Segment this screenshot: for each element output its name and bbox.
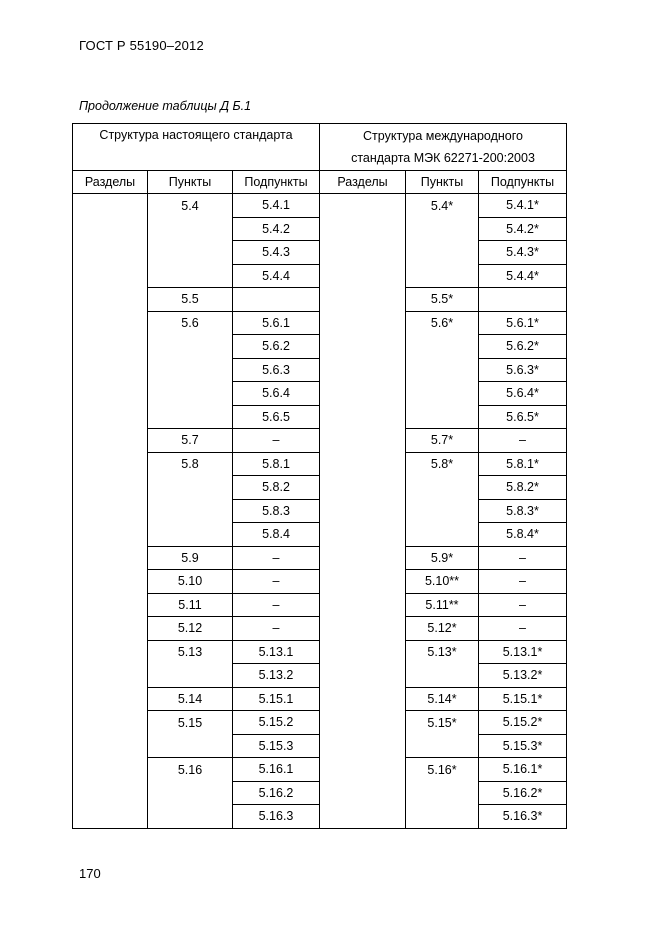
cell-iec-subclause: 5.6.5* (479, 405, 567, 429)
cell-subclause: 5.13.2 (233, 664, 320, 688)
cell-iec-section (320, 405, 406, 429)
document-code: ГОСТ Р 55190–2012 (79, 38, 204, 53)
cell-iec-clause: 5.4* (406, 194, 479, 218)
cell-subclause: 5.15.3 (233, 734, 320, 758)
cell-section (73, 593, 148, 617)
cell-clause (148, 664, 233, 688)
cell-subclause: 5.8.2 (233, 476, 320, 500)
cell-clause (148, 476, 233, 500)
cell-section (73, 640, 148, 664)
cell-iec-section (320, 382, 406, 406)
cell-iec-subclause: – (479, 546, 567, 570)
cell-iec-clause (406, 476, 479, 500)
cell-iec-clause (406, 405, 479, 429)
cell-iec-subclause (479, 288, 567, 312)
cell-subclause: 5.16.2 (233, 781, 320, 805)
cell-iec-section (320, 452, 406, 476)
cell-subclause: – (233, 546, 320, 570)
cell-iec-clause (406, 358, 479, 382)
cell-iec-subclause: 5.6.3* (479, 358, 567, 382)
col-header-clauses-right: Пункты (406, 171, 479, 194)
cell-iec-section (320, 358, 406, 382)
cell-iec-section (320, 335, 406, 359)
table-row (73, 405, 567, 429)
cell-subclause: – (233, 429, 320, 453)
cell-section (73, 429, 148, 453)
cell-iec-section (320, 194, 406, 218)
cell-clause (148, 335, 233, 359)
table-row (73, 335, 567, 359)
cell-clause (148, 781, 233, 805)
cell-clause: 5.5 (148, 288, 233, 312)
table-row (73, 664, 567, 688)
correspondence-table (72, 123, 567, 829)
cell-iec-clause: 5.16* (406, 758, 479, 782)
cell-iec-subclause: 5.4.2* (479, 217, 567, 241)
table-row (73, 429, 567, 453)
cell-subclause: 5.15.1 (233, 687, 320, 711)
cell-clause (148, 264, 233, 288)
cell-iec-subclause: 5.13.1* (479, 640, 567, 664)
cell-section (73, 194, 148, 218)
cell-iec-section (320, 664, 406, 688)
cell-iec-subclause: 5.15.2* (479, 711, 567, 735)
cell-iec-clause: 5.10** (406, 570, 479, 594)
cell-iec-subclause: 5.4.3* (479, 241, 567, 265)
cell-iec-section (320, 781, 406, 805)
table-row (73, 194, 567, 218)
cell-clause: 5.16 (148, 758, 233, 782)
table-row (73, 476, 567, 500)
cell-subclause: 5.4.1 (233, 194, 320, 218)
cell-iec-subclause: – (479, 593, 567, 617)
cell-subclause: 5.15.2 (233, 711, 320, 735)
cell-iec-clause (406, 805, 479, 829)
cell-iec-section (320, 429, 406, 453)
col-header-subclauses-left: Подпункты (233, 171, 320, 194)
table-row (73, 687, 567, 711)
cell-section (73, 264, 148, 288)
table-row (73, 217, 567, 241)
cell-iec-clause (406, 499, 479, 523)
cell-subclause: 5.16.1 (233, 758, 320, 782)
cell-section (73, 241, 148, 265)
cell-clause (148, 523, 233, 547)
table-row (73, 523, 567, 547)
table-row (73, 382, 567, 406)
table-row (73, 711, 567, 735)
cell-clause (148, 805, 233, 829)
cell-iec-clause: 5.9* (406, 546, 479, 570)
cell-iec-subclause: 5.16.2* (479, 781, 567, 805)
cell-iec-subclause: 5.15.1* (479, 687, 567, 711)
cell-iec-section (320, 241, 406, 265)
cell-subclause: 5.8.3 (233, 499, 320, 523)
group-header-iec-line1: Структура международного (363, 129, 523, 143)
table-row (73, 570, 567, 594)
cell-iec-clause (406, 781, 479, 805)
cell-iec-clause (406, 264, 479, 288)
cell-section (73, 758, 148, 782)
cell-subclause: 5.8.1 (233, 452, 320, 476)
cell-clause (148, 405, 233, 429)
cell-clause: 5.10 (148, 570, 233, 594)
table-row (73, 617, 567, 641)
cell-iec-section (320, 617, 406, 641)
cell-section (73, 382, 148, 406)
group-header-this-standard: Структура настоящего стандарта (73, 124, 320, 171)
cell-section (73, 687, 148, 711)
table-row (73, 288, 567, 312)
table-row (73, 734, 567, 758)
cell-subclause: 5.4.3 (233, 241, 320, 265)
cell-iec-section (320, 570, 406, 594)
cell-iec-section (320, 217, 406, 241)
table-row (73, 499, 567, 523)
cell-iec-section (320, 264, 406, 288)
table-row (73, 546, 567, 570)
cell-iec-subclause: 5.16.1* (479, 758, 567, 782)
cell-iec-section (320, 311, 406, 335)
cell-iec-section (320, 640, 406, 664)
cell-iec-subclause: 5.4.1* (479, 194, 567, 218)
group-header-iec-line2: стандарта МЭК 62271-200:2003 (351, 151, 535, 165)
cell-section (73, 617, 148, 641)
cell-clause (148, 358, 233, 382)
table-row (73, 758, 567, 782)
cell-section (73, 358, 148, 382)
cell-section (73, 570, 148, 594)
cell-iec-subclause: 5.4.4* (479, 264, 567, 288)
table-row (73, 781, 567, 805)
cell-iec-clause (406, 217, 479, 241)
cell-subclause: 5.6.5 (233, 405, 320, 429)
cell-section (73, 523, 148, 547)
cell-subclause: 5.16.3 (233, 805, 320, 829)
cell-iec-clause: 5.15* (406, 711, 479, 735)
table-body (73, 194, 567, 829)
cell-iec-clause (406, 734, 479, 758)
cell-clause: 5.8 (148, 452, 233, 476)
cell-subclause: – (233, 593, 320, 617)
cell-clause (148, 217, 233, 241)
cell-iec-clause (406, 664, 479, 688)
cell-iec-subclause: – (479, 429, 567, 453)
cell-iec-section (320, 546, 406, 570)
cell-subclause: 5.6.3 (233, 358, 320, 382)
cell-subclause: 5.6.4 (233, 382, 320, 406)
cell-subclause: 5.4.4 (233, 264, 320, 288)
col-header-subclauses-right: Подпункты (479, 171, 567, 194)
cell-section (73, 405, 148, 429)
table-row (73, 640, 567, 664)
cell-section (73, 781, 148, 805)
cell-iec-subclause: 5.6.1* (479, 311, 567, 335)
cell-subclause: 5.4.2 (233, 217, 320, 241)
cell-iec-clause (406, 382, 479, 406)
cell-clause: 5.14 (148, 687, 233, 711)
cell-section (73, 335, 148, 359)
cell-section (73, 734, 148, 758)
cell-clause: 5.7 (148, 429, 233, 453)
cell-iec-subclause: 5.8.2* (479, 476, 567, 500)
table-row (73, 311, 567, 335)
cell-clause (148, 734, 233, 758)
cell-section (73, 311, 148, 335)
cell-iec-section (320, 805, 406, 829)
table-row (73, 593, 567, 617)
cell-section (73, 499, 148, 523)
cell-iec-clause: 5.6* (406, 311, 479, 335)
col-header-clauses-left: Пункты (148, 171, 233, 194)
cell-iec-subclause: 5.6.2* (479, 335, 567, 359)
cell-subclause: 5.13.1 (233, 640, 320, 664)
cell-iec-section (320, 593, 406, 617)
cell-iec-clause: 5.12* (406, 617, 479, 641)
cell-clause (148, 499, 233, 523)
table-row (73, 452, 567, 476)
cell-iec-section (320, 687, 406, 711)
cell-iec-subclause: 5.8.4* (479, 523, 567, 547)
cell-subclause: – (233, 617, 320, 641)
table-row (73, 358, 567, 382)
cell-clause: 5.13 (148, 640, 233, 664)
cell-iec-clause: 5.14* (406, 687, 479, 711)
cell-iec-subclause: 5.6.4* (479, 382, 567, 406)
table-caption: Продолжение таблицы Д Б.1 (79, 99, 252, 113)
cell-subclause: 5.6.1 (233, 311, 320, 335)
cell-iec-clause (406, 241, 479, 265)
cell-iec-clause: 5.11** (406, 593, 479, 617)
cell-section (73, 476, 148, 500)
cell-iec-clause: 5.13* (406, 640, 479, 664)
cell-clause (148, 382, 233, 406)
cell-section (73, 805, 148, 829)
page-number: 170 (79, 866, 101, 881)
col-header-sections-right: Разделы (320, 171, 406, 194)
group-header-iec-standard (320, 124, 567, 171)
cell-subclause: – (233, 570, 320, 594)
cell-section (73, 711, 148, 735)
cell-iec-subclause: 5.13.2* (479, 664, 567, 688)
cell-iec-clause (406, 523, 479, 547)
cell-iec-section (320, 523, 406, 547)
cell-subclause: 5.6.2 (233, 335, 320, 359)
cell-clause (148, 241, 233, 265)
cell-iec-clause: 5.8* (406, 452, 479, 476)
cell-clause: 5.9 (148, 546, 233, 570)
cell-iec-section (320, 499, 406, 523)
cell-iec-section (320, 734, 406, 758)
cell-section (73, 664, 148, 688)
cell-clause: 5.15 (148, 711, 233, 735)
table-row (73, 805, 567, 829)
cell-clause: 5.4 (148, 194, 233, 218)
cell-section (73, 288, 148, 312)
cell-iec-clause: 5.7* (406, 429, 479, 453)
cell-iec-subclause: – (479, 570, 567, 594)
cell-subclause (233, 288, 320, 312)
cell-iec-section (320, 711, 406, 735)
cell-clause: 5.12 (148, 617, 233, 641)
cell-iec-subclause: 5.16.3* (479, 805, 567, 829)
cell-iec-clause: 5.5* (406, 288, 479, 312)
cell-iec-subclause: 5.8.3* (479, 499, 567, 523)
col-header-sections-left: Разделы (73, 171, 148, 194)
cell-section (73, 217, 148, 241)
cell-iec-subclause: 5.15.3* (479, 734, 567, 758)
cell-subclause: 5.8.4 (233, 523, 320, 547)
cell-iec-subclause: 5.8.1* (479, 452, 567, 476)
cell-section (73, 452, 148, 476)
cell-iec-section (320, 758, 406, 782)
cell-iec-clause (406, 335, 479, 359)
cell-iec-section (320, 476, 406, 500)
cell-iec-subclause: – (479, 617, 567, 641)
cell-section (73, 546, 148, 570)
table-row (73, 264, 567, 288)
cell-clause: 5.6 (148, 311, 233, 335)
cell-iec-section (320, 288, 406, 312)
table-row (73, 241, 567, 265)
cell-clause: 5.11 (148, 593, 233, 617)
